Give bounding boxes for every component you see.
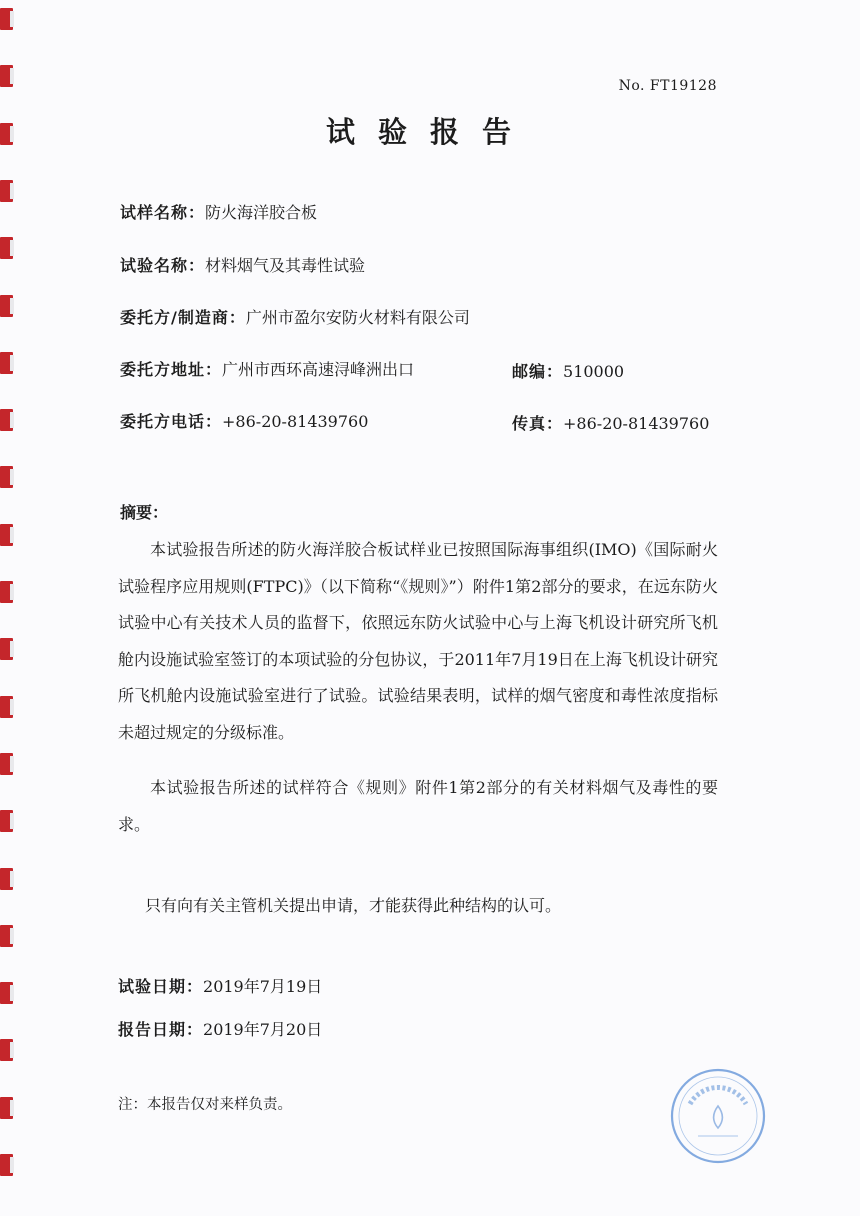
postcode-value: 510000 <box>563 362 625 381</box>
sample-name-label: 试样名称： <box>120 203 206 222</box>
report-date-value: 2019年7月20日 <box>203 1020 323 1039</box>
summary-paragraph-1: 本试验报告所述的防火海洋胶合板试样业已按照国际海事组织(IMO)《国际耐火试验程序应用规则(FTPC)》（以下简称“《规则》”）附件1第2部分的要求，在远东防火试验中心有关技术人员的监督下，依照远东防火试验中心与上海飞机设计研究所飞机舱内设施试验室签订的本项试验的分包协议，于2011年7月19日在上海飞机设计研究所飞机舱内设施试验室进行了试验。试验结果表明，试样的烟气密度和毒性浓度指标未超过规定的分级标准。 <box>118 540 718 742</box>
binding-hole <box>10 355 14 371</box>
postcode-label: 邮编： <box>512 362 564 381</box>
postcode-row <box>512 359 624 382</box>
report-title: 试验报告 <box>325 115 534 149</box>
address-label: 委托方地址： <box>120 360 223 379</box>
binding-hole <box>10 699 14 715</box>
binding-hole <box>10 641 14 657</box>
address-value: 广州市西环高速浔峰洲出口 <box>222 360 415 379</box>
client-label: 委托方/制造商： <box>120 308 246 327</box>
footnote: 注：本报告仅对来样负责。 <box>118 1097 292 1113</box>
binding-hole <box>10 1100 14 1116</box>
binding-hole <box>10 183 14 199</box>
binding-strip <box>0 0 16 1216</box>
approval-note: 只有向有关主管机关提出申请，才能获得此种结构的认可。 <box>145 896 562 915</box>
fax-row <box>512 411 709 434</box>
official-seal-icon <box>668 1066 768 1166</box>
binding-hole <box>10 68 14 84</box>
binding-hole <box>10 469 14 485</box>
binding-hole <box>10 412 14 428</box>
binding-hole <box>10 584 14 600</box>
phone-label: 委托方电话： <box>120 412 223 431</box>
binding-hole <box>10 1042 14 1058</box>
binding-hole <box>10 240 14 256</box>
binding-hole <box>10 871 14 887</box>
document-number: No. FT19128 <box>618 78 717 94</box>
report-date-label: 报告日期： <box>118 1020 204 1039</box>
fax-label: 传真： <box>512 414 564 433</box>
test-name-value: 材料烟气及其毒性试验 <box>205 256 366 275</box>
fax-value: +86-20-81439760 <box>563 414 710 433</box>
binding-hole <box>10 298 14 314</box>
binding-hole <box>10 985 14 1001</box>
binding-hole <box>10 756 14 772</box>
sample-name-value: 防火海洋胶合板 <box>205 203 318 222</box>
test-date-row <box>118 974 322 997</box>
summary-paragraph-2: 本试验报告所述的试样符合《规则》附件1第2部分的有关材料烟气及毒性的要求。 <box>118 778 718 834</box>
binding-hole <box>10 11 14 27</box>
summary-label: 摘要： <box>120 503 169 522</box>
binding-hole <box>10 527 14 543</box>
test-date-label: 试验日期： <box>118 977 204 996</box>
address-row <box>120 357 414 380</box>
test-name-row <box>120 253 365 276</box>
phone-value: +86-20-81439760 <box>222 412 369 431</box>
binding-hole <box>10 1157 14 1173</box>
binding-hole <box>10 928 14 944</box>
test-date-value: 2019年7月19日 <box>203 977 323 996</box>
binding-hole <box>10 813 14 829</box>
test-name-label: 试验名称： <box>120 256 206 275</box>
client-row <box>120 305 470 328</box>
client-value: 广州市盈尔安防火材料有限公司 <box>245 308 470 327</box>
report-date-row <box>118 1017 322 1040</box>
phone-row <box>120 409 368 432</box>
sample-name-row <box>120 200 317 223</box>
